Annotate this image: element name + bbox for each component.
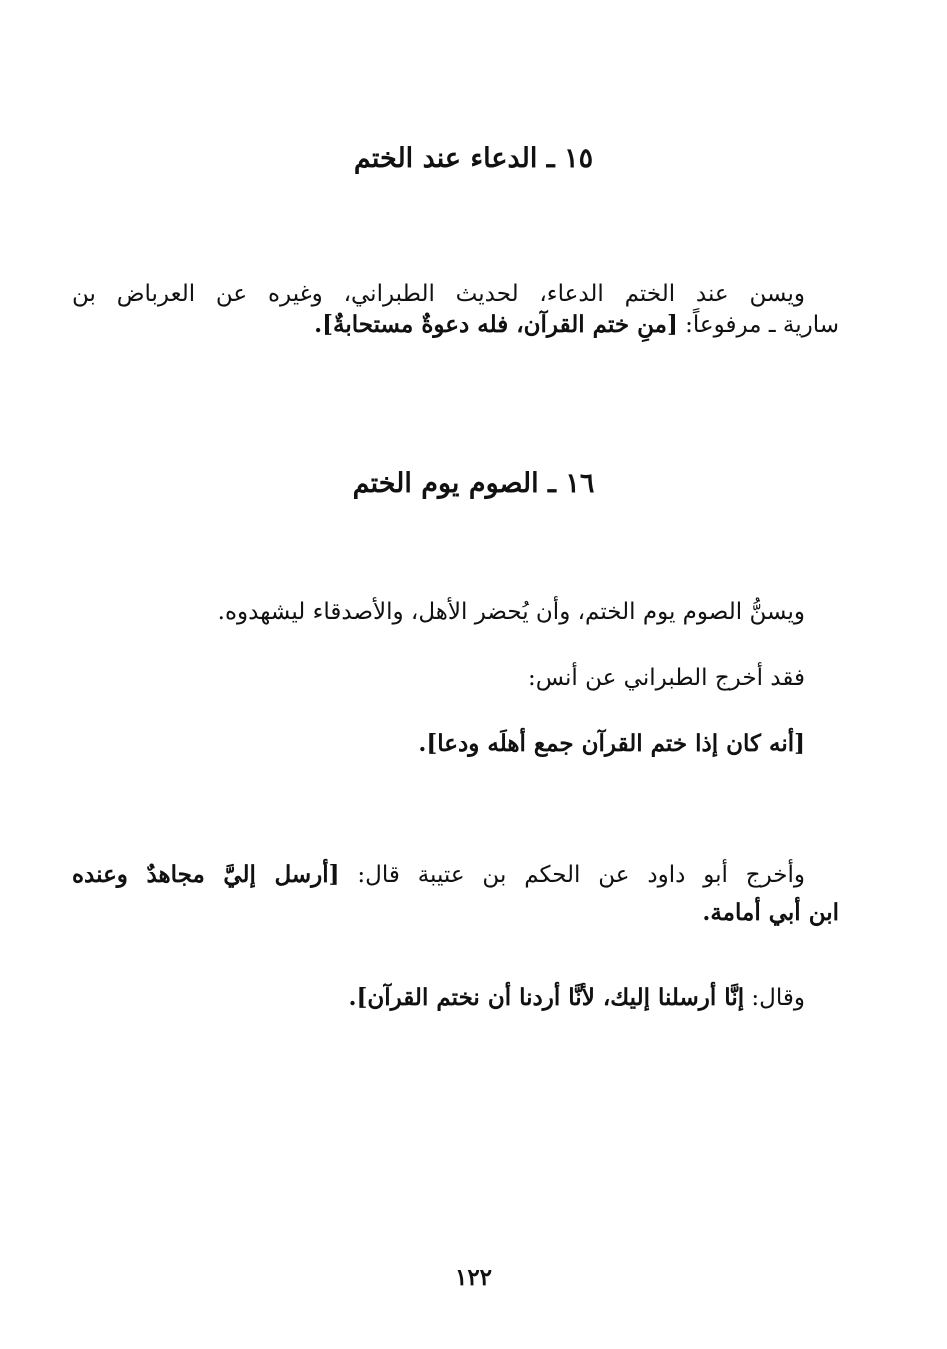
section-16-paragraph-3 — [72, 729, 805, 759]
hadith-quote: [منِ ختم القرآن، فله دعوةٌ مستحابةٌ]. — [314, 311, 678, 338]
paragraph-line — [72, 983, 805, 1013]
section-16-paragraph-2 — [72, 664, 805, 694]
section-16-paragraph-4 — [72, 860, 839, 928]
paragraph-line — [72, 310, 839, 340]
page-number: ١٢٢ — [454, 1264, 493, 1291]
section-16-heading: ١٦ ـ الصوم يوم الختم — [352, 468, 595, 499]
section-16-paragraph-5 — [72, 983, 805, 1013]
paragraph-text: وقال: — [744, 985, 805, 1011]
hadith-quote: إنَّا أرسلنا إليك، لأنَّا أردنا أن نختم القرآن]. — [348, 984, 745, 1011]
paragraph-line: ويسنُّ الصوم يوم الختم، وأن يُحضر الأهل، والأصدقاء ليشهدوه. — [217, 599, 805, 625]
section-15-paragraph — [72, 280, 839, 340]
paragraph-text: وأخرج أبو داود عن الحكم بن عتيبة قال: — [339, 862, 805, 888]
hadith-quote: [أنه كان إذا ختم القرآن جمع أهلَه ودعا]. — [418, 730, 805, 757]
paragraph-text: سارية ـ مرفوعاً: — [677, 312, 839, 338]
section-16-paragraph-1 — [72, 598, 805, 628]
paragraph-line — [72, 860, 805, 890]
paragraph-line: فقد أخرج الطبراني عن أنس: — [527, 665, 805, 691]
paragraph-line: ويسن عند الختم الدعاء، لحديث الطبراني، وغيره عن العرباض بن — [72, 281, 805, 307]
hadith-quote: [أرسل إليَّ مجاهدٌ وعنده — [72, 861, 340, 888]
hadith-quote: ابن أبي أمامة. — [702, 899, 839, 926]
section-15-heading: ١٥ ـ الدعاء عند الختم — [353, 143, 594, 174]
